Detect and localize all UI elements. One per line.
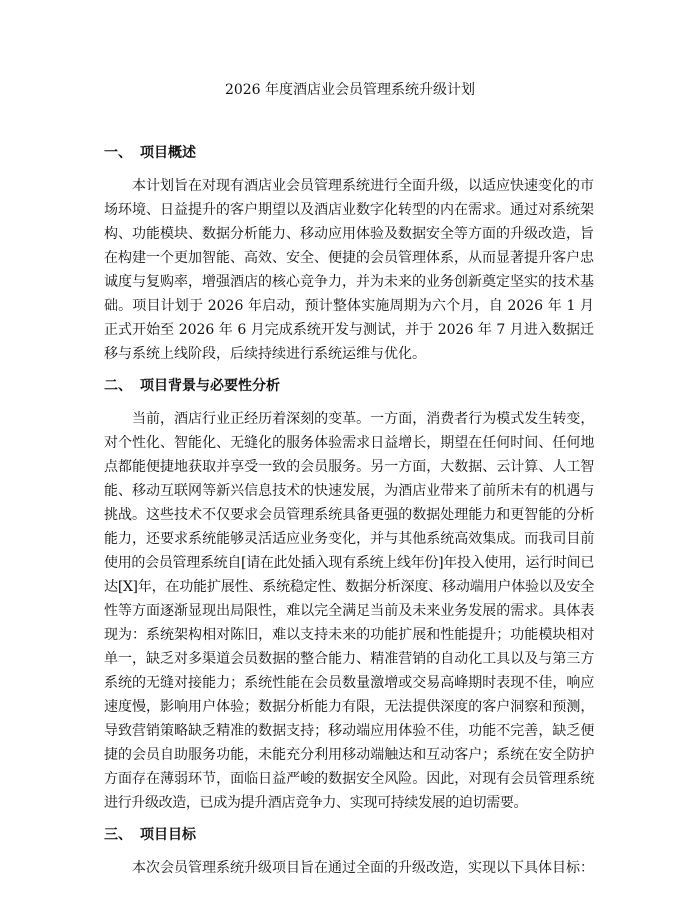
section-heading-background [104,374,594,398]
section-title: 项目目标 [140,827,196,843]
section-number: 二、 [104,378,132,394]
section-number: 一、 [104,145,132,161]
section-paragraph-background: 当前，酒店行业正经历着深刻的变革。一方面，消费者行为模式发生转变，对个性化、智能化、无缝化的服务体验需求日益增长，期望在任何时间、任何地点都能便捷地获取并享受一致的会员服务。另一方面，大数据、云计算、人工智能、移动互联网等新兴信息技术的快速发展，为酒店业带来了前所未有的机遇与挑战。这些技术不仅要求会员管理系统具备更强的数据处理能力和更智能的分析能力，还要求系统能够灵活适应业务变化，并与其他系统高效集成。而我司目前使用的会员管理系统自[请在此处插入现有系统上线年份]年投入使用，运行时间已达[X]年，在功能扩展性、系统稳定性、数据分析深度、移动端用户体验以及安全性等方面逐渐显现出局限性，难以完全满足当前及未来业务发展的需求。具体表现为：系统架构相对陈旧，难以支持未来的功能扩展和性能提升；功能模块相对单一，缺乏对多渠道会员数据的整合能力、精准营销的自动化工具以及与第三方系统的无缝对接能力；系统性能在会员数量激增或交易高峰期时表现不佳，响应速度慢，影响用户体验；数据分析能力有限，无法提供深度的客户洞察和预测，导致营销策略缺乏精准的数据支持；移动端应用体验不佳，功能不完善，缺乏便捷的会员自助服务功能，未能充分利用移动端触达和互动客户；系统在安全防护方面存在薄弱环节，面临日益严峻的数据安全风险。因此，对现有会员管理系统进行升级改造，已成为提升酒店竞争力、实现可持续发展的迫切需要。 [104,411,594,811]
section-title: 项目背景与必要性分析 [140,378,280,394]
section-title: 项目概述 [140,145,196,161]
section-heading-overview [104,141,594,165]
document-title: 2026 年度酒店业会员管理系统升级计划 [224,82,476,98]
document-body [104,141,594,880]
section-heading-goals [104,823,594,847]
section-number: 三、 [104,827,132,843]
section-paragraph-overview: 本计划旨在对现有酒店业会员管理系统进行全面升级，以适应快速变化的市场环境、日益提升的客户期望以及酒店业数字化转型的内在需求。通过对系统架构、功能模块、数据分析能力、移动应用体验及数据安全等方面的升级改造，旨在构建一个更加智能、高效、安全、便捷的会员管理体系，从而显著提升客户忠诚度与复购率，增强酒店的核心竞争力，并为未来的业务创新奠定坚实的技术基础。项目计划于 2026 年启动，预计整体实施周期为六个月，自 2026 年 1 月正式开始至 2026 年 6 月完成系统开发与测试，并于 2026 年 7 月进入数据迁移与系统上线阶段，后续持续进行系统运维与优化。 [104,178,594,362]
section-paragraph-goals: 本次会员管理系统升级项目旨在通过全面的升级改造，实现以下具体目标： [132,860,594,876]
